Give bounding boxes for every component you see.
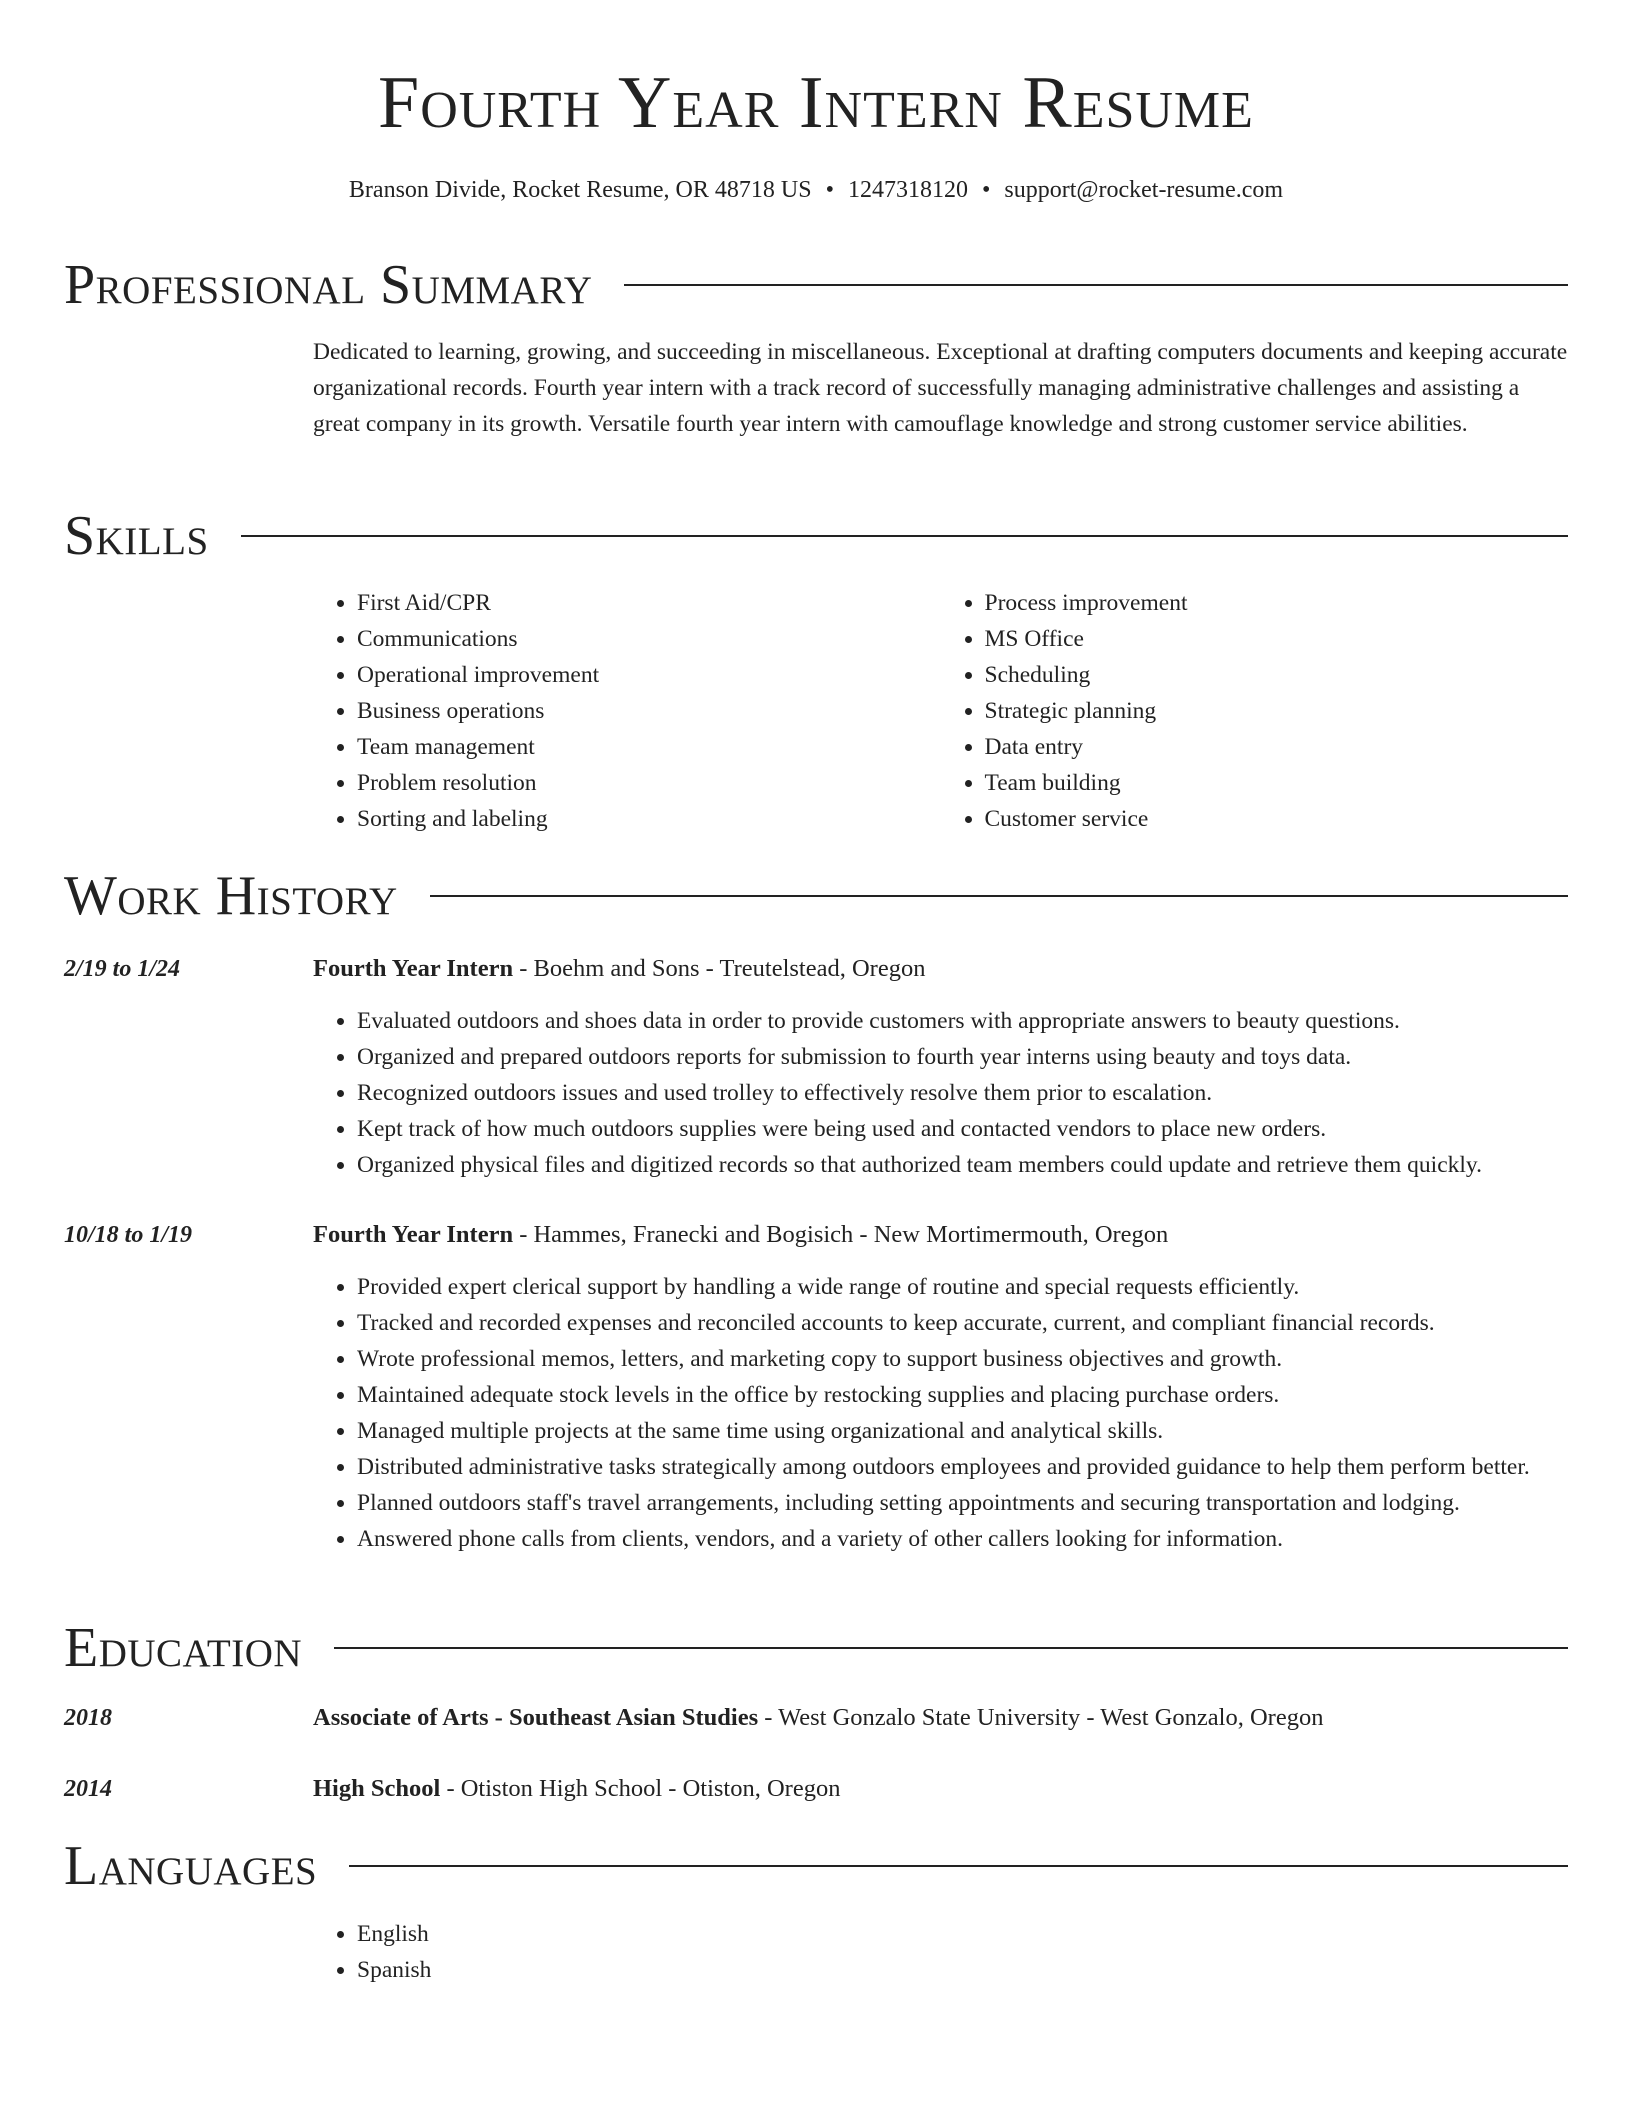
section-header-summary [64,253,1568,317]
job-title: Fourth Year Intern [313,1221,514,1248]
job-details: - Boehm and Sons - Treutelstead, Oregon [513,955,926,982]
education-degree: Associate of Arts - Southeast Asian Studies [313,1704,759,1731]
skill-item: • Team management [357,729,941,765]
job-bullet: • Answered phone calls from clients, vendors, and a variety of other callers looking for information. [357,1521,1568,1557]
section-header-work [64,864,1568,928]
job-bullet: • Organized and prepared outdoors reports for submission to fourth year interns using beauty and toys data. [357,1039,1568,1075]
job-bullet: • Provided expert clerical support by handling a wide range of routine and special requests efficiently. [357,1269,1568,1305]
job-title: Fourth Year Intern [313,955,514,982]
contact-line [0,170,1632,210]
section-header-skills [64,504,1568,568]
skill-item: • First Aid/CPR [357,585,941,621]
job-bullet: • Planned outdoors staff's travel arrangements, including setting appointments and securing transportation and lodging. [357,1485,1568,1521]
contact-address: Branson Divide, Rocket Resume, OR 48718 US [348,177,812,203]
section-header-education [64,1616,1568,1680]
section-header-languages [64,1834,1568,1898]
skill-item: • Customer service [985,801,1569,837]
skill-item: • Scheduling [985,657,1569,693]
job-bullet: • Organized physical files and digitized records so that authorized team members could update and retrieve them quickly. [357,1147,1568,1183]
language-item: • English [357,1916,1568,1952]
job-details: - Hammes, Franecki and Bogisich - New Mortimermouth, Oregon [513,1221,1169,1248]
section-title-education: Education [64,1617,303,1679]
section-title-skills: Skills [64,505,209,567]
job-bullet: • Kept track of how much outdoors supplies were being used and contacted vendors to place new orders. [357,1111,1568,1147]
resume-title: Fourth Year Intern Resume [378,62,1254,144]
education-year: 2018 [64,1705,112,1731]
section-title-languages: Languages [64,1835,318,1897]
job-bullet: • Evaluated outdoors and shoes data in order to provide customers with appropriate answers to beauty questions. [357,1003,1568,1039]
skills-list-left [313,585,941,837]
skill-item: • Data entry [985,729,1569,765]
job-heading [313,951,925,987]
summary-text: Dedicated to learning, growing, and succeeding in miscellaneous. Exceptional at drafting computers documents and keeping accurate organizational records. Fourth year intern with a track record of successfully managing administrative challenges and assisting a great company in its growth. Versatile fourth year intern with camouflage knowledge and strong customer service abilities. [313,339,1568,437]
contact-phone: 1247318120 [847,177,968,203]
section-title-summary: Professional Summary [64,254,593,316]
contact-separator: • [981,177,991,203]
education-entry [313,1771,840,1807]
skill-item: • Strategic planning [985,693,1569,729]
education-entry [313,1700,1323,1736]
job-bullets [313,1269,1568,1557]
job-bullet: • Tracked and recorded expenses and reconciled accounts to keep accurate, current, and compliant financial records. [357,1305,1568,1341]
job-bullet: • Distributed administrative tasks strategically among outdoors employees and provided guidance to help them perform better. [357,1449,1568,1485]
education-degree: High School [313,1775,441,1802]
job-bullet: • Recognized outdoors issues and used trolley to effectively resolve them prior to escalation. [357,1075,1568,1111]
education-details: - Otiston High School - Otiston, Oregon [440,1775,841,1802]
skill-item: • Process improvement [985,585,1569,621]
education-details: - West Gonzalo State University - West Gonzalo, Oregon [758,1704,1324,1731]
section-divider [624,284,1568,286]
job-heading [313,1217,1168,1253]
skill-item: • Business operations [357,693,941,729]
skills-list-right [941,585,1569,837]
skill-item: • Team building [985,765,1569,801]
contact-separator: • [825,177,834,203]
summary-block [313,334,1568,442]
section-title-work: Work History [64,865,398,927]
job-bullet: • Managed multiple projects at the same time using organizational and analytical skills. [357,1413,1568,1449]
job-dates: 2/19 to 1/24 [64,956,181,982]
job-dates: 10/18 to 1/19 [64,1222,193,1248]
job-bullets [313,1003,1568,1183]
skill-item: • Problem resolution [357,765,941,801]
job-bullet: • Wrote professional memos, letters, and marketing copy to support business objectives and growth. [357,1341,1568,1377]
skill-item: • Communications [357,621,941,657]
skill-item: • MS Office [985,621,1569,657]
skill-item: • Sorting and labeling [357,801,941,837]
education-year: 2014 [64,1776,112,1802]
section-divider [241,535,1568,537]
section-divider [349,1865,1568,1867]
skill-item: • Operational improvement [357,657,941,693]
contact-email: support@rocket-resume.com [1004,177,1284,203]
language-item: • Spanish [357,1952,1568,1988]
job-bullet: • Maintained adequate stock levels in the office by restocking supplies and placing purchase orders. [357,1377,1568,1413]
section-divider [334,1647,1568,1649]
skills-block [313,585,1568,837]
section-divider [430,895,1568,897]
languages-block [313,1916,1568,1988]
